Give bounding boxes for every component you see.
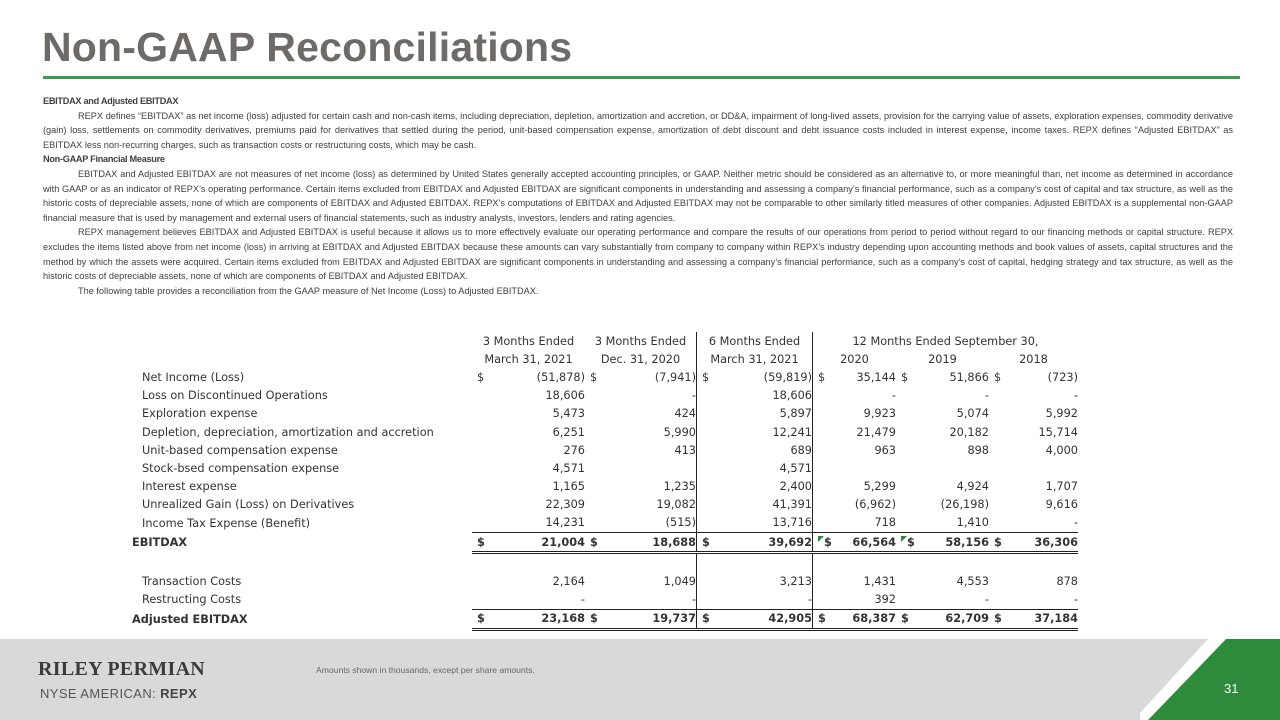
currency-symbol [472,423,491,441]
value-cell: 1,049 [663,575,696,589]
body-text [43,94,1233,298]
value-cell: 13,716 [772,516,812,530]
currency-symbol [472,459,491,477]
currency-symbol [896,459,915,477]
currency-symbol: $ [472,609,491,629]
value-cell: 36,306 [1008,533,1078,553]
currency-symbol [697,387,717,405]
row-label: Depletion, depreciation, amortization and accretion [142,425,434,439]
value-cell: 898 [967,443,989,457]
value-cell: 3,213 [779,575,812,589]
value-cell: 1,431 [863,575,896,589]
currency-symbol [585,459,604,477]
col-header: 12 Months Ended September 30, [813,332,1079,350]
value-cell: 14,231 [545,516,585,530]
value-cell: 5,990 [663,425,696,439]
currency-symbol [697,405,717,423]
value-cell [915,459,989,477]
table-row [128,405,1078,423]
value-cell: 2,164 [552,575,585,589]
value-cell: 689 [790,443,812,457]
value-cell: 2,400 [779,480,812,494]
value-cell: 39,692 [716,533,813,553]
value-cell: (26,198) [940,498,989,512]
currency-symbol [813,514,833,533]
currency-symbol [896,405,915,423]
currency-symbol [472,478,491,496]
currency-symbol [697,478,717,496]
currency-symbol [585,423,604,441]
col-subheader: Dec. 31, 2020 [600,352,681,366]
value-cell: 1,165 [552,480,585,494]
ticker-symbol: REPX [160,686,198,701]
value-cell: - [580,593,585,607]
currency-symbol: $ [590,370,598,384]
currency-symbol [896,514,915,533]
currency-symbol [896,496,915,514]
value-cell: 5,473 [552,407,585,421]
currency-symbol [896,441,915,459]
currency-symbol [813,441,833,459]
row-label: Unit-based compensation expense [142,443,338,457]
currency-symbol [896,591,915,610]
value-cell: - [1073,389,1078,403]
title-rule [43,76,1240,79]
currency-symbol [989,514,1008,533]
value-cell: 4,571 [552,461,585,475]
value-cell: (515) [665,516,696,530]
value-cell: 51,866 [949,370,989,384]
col-header: 3 Months Ended [482,334,575,348]
currency-symbol [697,591,717,610]
currency-symbol [472,514,491,533]
value-cell: (6,962) [854,498,896,512]
currency-symbol [896,478,915,496]
currency-symbol [813,405,833,423]
value-cell: 1,707 [1045,480,1078,494]
row-label: Unrealized Gain (Loss) on Derivatives [142,498,355,512]
value-cell: 392 [874,593,896,607]
row-label: Loss on Discontinued Operations [142,389,328,403]
value-cell: - [691,593,696,607]
currency-symbol [585,496,604,514]
table-row [128,441,1078,459]
value-cell [832,459,896,477]
footnote: Amounts shown in thousands, except per share amounts. [316,665,535,675]
value-cell: 424 [674,407,696,421]
currency-symbol [989,591,1008,610]
paragraph-non-gaap-1: EBITDAX and Adjusted EBITDAX are not measures of net income (loss) as determined by United States generally accepted accounting principles, or GAAP. Neither metric should be considered as an alternative to, or more meaningful than, net income as determined in accordance with GAAP or as an indicator of REPX’s operating performance. Certain items excluded from EBITDAX and Adjusted EBITDAX are significant components in understanding and assessing a company’s financial performance, such as a company’s cost of capital and tax structure, as well as the historic costs of depreciable assets, none of which are components of EBITDAX and Adjusted EBITDAX. REPX’s computations of EBITDAX and Adjusted EBITDAX may not be comparable to other similarly titled measures of other companies. Adjusted EBITDAX is a supplemental non-GAAP financial measure that is used by management and external users of financial statements, such as industry analysts, investors, lenders and rating agencies. [43,168,1233,223]
currency-symbol [697,423,717,441]
paragraph-table-intro: The following table provides a reconciliation from the GAAP measure of Net Income (Loss) to Adjusted EBITDAX. [78,285,539,296]
row-label: Interest expense [142,480,237,494]
currency-symbol [472,405,491,423]
value-cell: 5,992 [1045,407,1078,421]
value-cell [604,459,697,477]
col-subheader: March 31, 2021 [484,352,573,366]
value-cell: 718 [874,516,896,530]
page-number: 31 [1224,681,1239,696]
col-header: 3 Months Ended [594,334,687,348]
table-row [128,387,1078,405]
currency-symbol [989,387,1008,405]
table-row [128,478,1078,496]
currency-symbol [585,514,604,533]
spacer-row [128,553,1078,573]
value-cell: 35,144 [856,370,896,384]
value-cell: 6,251 [552,425,585,439]
currency-symbol [697,441,717,459]
currency-symbol [813,496,833,514]
currency-symbol [585,441,604,459]
currency-symbol: $ [901,370,909,384]
currency-symbol [989,459,1008,477]
value-cell: - [691,389,696,403]
currency-symbol [585,387,604,405]
value-cell: 4,924 [956,480,989,494]
currency-symbol: $ [697,609,717,629]
table-row [128,572,1078,590]
paragraph-non-gaap-2: REPX management believes EBITDAX and Adjusted EBITDAX is useful because it allows us to more effectively evaluate our operating performance and compare the results of our operations from period to period without regard to our financing methods or capital structure. REPX excludes the items listed above from net income (loss) in arriving at EBITDAX and Adjusted EBITDAX because these amounts can vary substantially from company to company within REPX’s industry depending upon accounting methods and book values of assets, capital structures and the method by which the assets were acquired. Certain items excluded from EBITDAX and Adjusted EBITDAX are significant components in understanding and assessing a company’s financial performance, such as a company’s cost of capital, hedging strategy and tax structure, as well as the historic costs of depreciable assets, none of which are components of EBITDAX and Adjusted EBITDAX. [43,227,1233,282]
currency-symbol [989,478,1008,496]
currency-symbol: $ [472,533,491,553]
value-cell: 276 [563,443,585,457]
value-cell: (59,819) [763,370,812,384]
currency-symbol [896,533,915,553]
currency-symbol [813,387,833,405]
value-cell: 37,184 [1008,609,1078,629]
table-row [128,423,1078,441]
value-cell: 41,391 [772,498,812,512]
currency-symbol [585,591,604,610]
currency-symbol: $ [813,609,833,629]
currency-symbol [813,572,833,590]
table-row [128,514,1078,533]
exchange-label: NYSE AMERICAN: [40,686,161,701]
currency-symbol: $ [585,533,604,553]
value-cell: 23,168 [491,609,585,629]
value-cell: - [984,593,989,607]
row-label: Stock-bsed compensation expense [142,461,340,475]
currency-symbol [813,591,833,610]
value-cell: 12,241 [772,425,812,439]
page-title: Non-GAAP Reconciliations [42,24,573,70]
green-corner-wedge [1140,639,1280,720]
currency-symbol: $ [477,370,485,384]
value-cell: 413 [674,443,696,457]
value-cell: 9,616 [1045,498,1078,512]
value-cell: 963 [874,443,896,457]
currency-symbol [896,387,915,405]
currency-symbol [585,405,604,423]
value-cell: 5,074 [956,407,989,421]
currency-symbol: $ [697,368,717,386]
table-row [128,368,1078,386]
currency-symbol [472,387,491,405]
value-cell [1008,459,1078,477]
currency-symbol [697,514,717,533]
value-cell: (51,878) [536,370,585,384]
currency-symbol [813,478,833,496]
currency-symbol [813,533,833,553]
value-cell: 42,905 [716,609,813,629]
col-header: 6 Months Ended [697,332,813,350]
currency-symbol: $ [896,609,915,629]
value-cell: 4,571 [779,461,812,475]
currency-symbol [697,459,717,477]
currency-symbol: $ [813,368,833,386]
currency-symbol [813,423,833,441]
value-cell: 878 [1056,575,1078,589]
value-cell: - [984,389,989,403]
currency-symbol: $ [994,370,1002,384]
currency-symbol [896,572,915,590]
value-cell: - [891,389,896,403]
currency-symbol: $ [697,533,717,553]
col-subheader: 2020 [813,350,897,368]
paragraph-ebitdax-definition: REPX defines “EBITDAX” as net income (loss) adjusted for certain cash and non-cash items, including depreciation, depletion, amortization and accretion, or DD&A, impairment of long-lived assets, provision for the carrying value of assets, exploration expenses, commodity derivative (gain) loss, settlements on commodity derivatives, premiums paid for derivatives that settled during the period, unit-based compensation expense, amortization of debt discount and debt issuance costs included in interest expense, income taxes. REPX defines “Adjusted EBITDAX” as EBITDAX less non-recurring charges, such as transaction costs or restructuring costs, which may be cash. [43,110,1233,150]
value-cell: 19,082 [656,498,696,512]
currency-symbol [472,591,491,610]
value-cell: 5,299 [863,480,896,494]
row-label: EBITDAX [132,536,188,550]
table-row [128,459,1078,477]
table-header-row [128,332,1078,350]
currency-symbol [585,572,604,590]
table-body [128,368,1078,629]
currency-symbol [989,572,1008,590]
table-row [128,496,1078,514]
value-cell: 19,737 [604,609,697,629]
col-subheader: 2018 [1019,352,1048,366]
value-cell: - [1073,593,1078,607]
row-label: Income Tax Expense (Benefit) [142,516,311,530]
currency-symbol [585,478,604,496]
row-label: Restructing Costs [142,593,242,607]
value-cell: 15,714 [1038,425,1078,439]
currency-symbol [472,441,491,459]
currency-symbol [896,423,915,441]
row-label: Net Income (Loss) [142,370,245,384]
value-cell: - [1073,516,1078,530]
value-cell: 9,923 [863,407,896,421]
value-cell: 68,387 [832,609,896,629]
ebitdax-total-row [128,533,1078,553]
currency-symbol [697,572,717,590]
value-cell: - [807,593,812,607]
col-subheader: 2019 [928,352,957,366]
value-cell: 21,479 [856,425,896,439]
value-cell: (723) [1047,370,1078,384]
currency-symbol: $ [585,609,604,629]
value-cell: 66,564 [832,533,896,553]
company-logo-text: RILEY PERMIAN [38,658,206,680]
currency-symbol [697,496,717,514]
currency-symbol [989,496,1008,514]
currency-symbol [472,572,491,590]
value-cell: 4,553 [956,575,989,589]
value-cell: 62,709 [915,609,989,629]
value-cell: 1,410 [956,516,989,530]
value-cell: 5,897 [779,407,812,421]
section-heading-non-gaap: Non-GAAP Financial Measure [43,154,165,165]
table-row [128,591,1078,610]
col-subheader: March 31, 2021 [697,350,813,368]
value-cell: 1,235 [663,480,696,494]
table-header-row [128,350,1078,368]
row-label: Exploration expense [142,407,258,421]
value-cell: 18,606 [545,389,585,403]
currency-symbol: $ [989,609,1008,629]
currency-symbol [813,459,833,477]
currency-symbol [472,496,491,514]
currency-symbol [989,423,1008,441]
value-cell: 4,000 [1045,443,1078,457]
section-heading-ebitdax: EBITDAX and Adjusted EBITDAX [43,96,179,106]
row-label: Transaction Costs [142,575,242,589]
row-label: Adjusted EBITDAX [132,612,248,626]
adjusted-ebitdax-total-row [128,609,1078,629]
value-cell: 58,156 [915,533,989,553]
currency-symbol-text: $ [907,535,915,549]
currency-symbol [989,405,1008,423]
value-cell: 21,004 [491,533,585,553]
value-cell: 22,309 [545,498,585,512]
value-cell: 20,182 [949,425,989,439]
value-cell: 18,688 [604,533,697,553]
currency-symbol [989,441,1008,459]
value-cell: (7,941) [654,370,696,384]
currency-symbol-text: $ [824,535,832,549]
reconciliation-table [128,332,1078,631]
exchange-listing [40,686,197,701]
value-cell: 18,606 [772,389,812,403]
currency-symbol: $ [989,533,1008,553]
